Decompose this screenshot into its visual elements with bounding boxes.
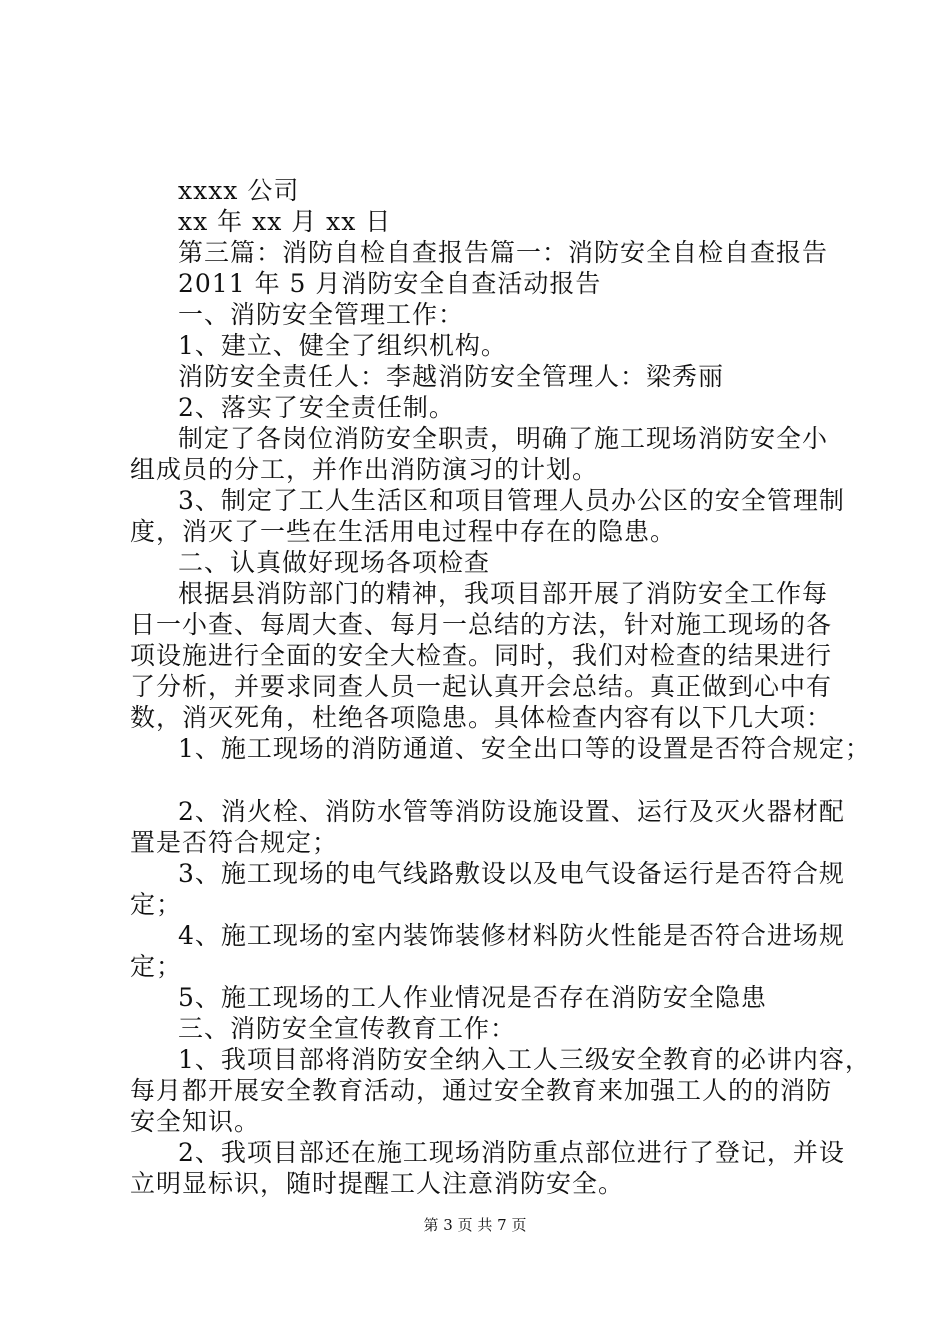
text-line: 立明显标识，随时提醒工人注意消防安全。	[130, 1169, 625, 1198]
text-line: 4、施工现场的室内装饰装修材料防火性能是否符合进场规	[178, 921, 845, 950]
text-line: 消防安全责任人：李越消防安全管理人：梁秀丽	[178, 362, 725, 391]
text-line: 组成员的分工，并作出消防演习的计划。	[130, 455, 599, 484]
text-line: 根据县消防部门的精神，我项目部开展了消防安全工作每	[178, 579, 829, 608]
section-heading: 一、消防安全管理工作：	[178, 300, 465, 329]
text-line: 日一小查、每周大查、每月一总结的方法，针对施工现场的各	[130, 610, 833, 639]
text-line: 1、施工现场的消防通道、安全出口等的设置是否符合规定；	[178, 734, 871, 763]
text-line: 2011 年 5 月消防安全自查活动报告	[178, 269, 602, 298]
text-line: 3、施工现场的电气线路敷设以及电气设备运行是否符合规	[178, 859, 845, 888]
text-line: 制定了各岗位消防安全职责，明确了施工现场消防安全小	[178, 424, 829, 453]
text-line: 1、我项目部将消防安全纳入工人三级安全教育的必讲内容，	[178, 1045, 871, 1074]
text-line: 2、落实了安全责任制。	[178, 393, 455, 422]
page-number-footer: 第 3 页 共 7 页	[423, 1216, 527, 1234]
text-line: 项设施进行全面的安全大检查。同时，我们对检查的结果进行	[130, 641, 833, 670]
text-line: 度，消灭了一些在生活用电过程中存在的隐患。	[130, 517, 677, 546]
section-heading: 三、消防安全宣传教育工作：	[178, 1014, 517, 1043]
text-line: 5、施工现场的工人作业情况是否存在消防安全隐患	[178, 983, 767, 1012]
text-line: 每月都开展安全教育活动，通过安全教育来加强工人的的消防	[130, 1076, 833, 1105]
text-line: 置是否符合规定；	[130, 828, 339, 857]
section-heading: 二、认真做好现场各项检查	[178, 548, 491, 577]
text-line: 第三篇：消防自检自查报告篇一：消防安全自检自查报告	[178, 238, 829, 267]
text-line: 了分析，并要求同查人员一起认真开会总结。真正做到心中有	[130, 672, 833, 701]
text-line: 数，消灭死角，杜绝各项隐患。具体检查内容有以下几大项：	[130, 703, 833, 732]
text-line: 2、消火栓、消防水管等消防设施设置、运行及灭火器材配	[178, 797, 845, 826]
text-line: xxxx 公司	[178, 176, 300, 205]
text-line: 2、我项目部还在施工现场消防重点部位进行了登记，并设	[178, 1138, 845, 1167]
text-line: 1、建立、健全了组织机构。	[178, 331, 507, 360]
text-line: 安全知识。	[130, 1107, 261, 1136]
text-line: 定；	[130, 952, 183, 981]
text-line: 3、制定了工人生活区和项目管理人员办公区的安全管理制	[178, 486, 845, 515]
text-line: xx 年 xx 月 xx 日	[178, 207, 392, 236]
text-line: 定；	[130, 890, 183, 919]
